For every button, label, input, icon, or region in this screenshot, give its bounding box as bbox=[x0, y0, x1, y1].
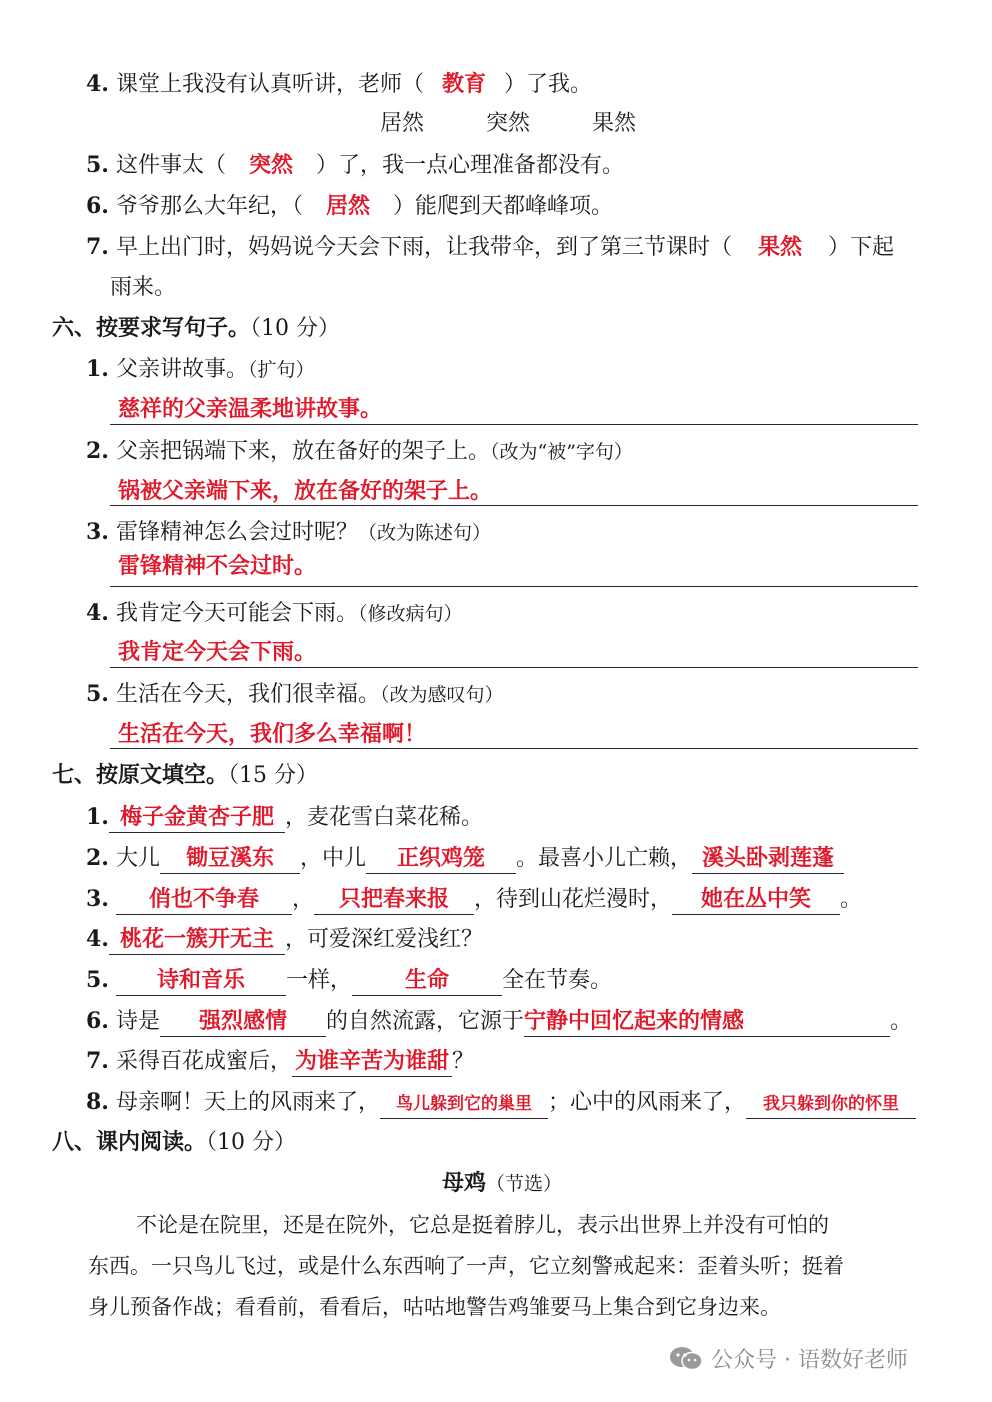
passage-line: 身儿预备作战；看看前，看看后，咕咕地警告鸡雏要马上集合到它身边来。 bbox=[88, 1295, 781, 1319]
s6-answer-4: 我肯定今天会下雨。 bbox=[118, 640, 317, 665]
passage-line: 不论是在院里，还是在院外，它总是挺着脖儿，表示出世界上并没有可怕的 bbox=[136, 1213, 829, 1237]
answer: 居然 bbox=[325, 194, 370, 219]
s7-line-3: 3. 俏也不争春 ， 只把春来报 ，待到山花烂漫时， 她在丛中笑 。 bbox=[86, 883, 862, 916]
passage-title: 母鸡（节选） bbox=[442, 1170, 563, 1196]
s7-line-2: 2. 大儿 锄豆溪东 ，中儿 正织鸡笼 。最喜小儿亡赖， 溪头卧剥莲蓬 bbox=[86, 842, 844, 875]
s6-q3: 3. 雷锋精神怎么会过时呢？（改为陈述句） bbox=[86, 519, 491, 545]
s6-answer-1: 慈祥的父亲温柔地讲故事。 bbox=[118, 397, 383, 422]
s6-q4: 4. 我肯定今天可能会下雨。（修改病句） bbox=[86, 600, 463, 626]
answer: 突然 bbox=[248, 153, 293, 178]
s6-q5: 5. 生活在今天，我们很幸福。（改为感叹句） bbox=[86, 681, 504, 707]
s7-line-4: 4. 桃花一簇开无主 ，可爱深红爱浅红？ bbox=[86, 923, 483, 956]
wechat-icon bbox=[668, 1345, 704, 1373]
s7-line-5: 5. 诗和音乐 一样， 生命 全在节奏。 bbox=[86, 964, 612, 997]
word-choices: 居然 突然 果然 bbox=[380, 111, 637, 136]
watermark: 公众号 · 语数好老师 bbox=[668, 1343, 908, 1374]
section-8-heading: 八、课内阅读。（10 分） bbox=[52, 1129, 297, 1155]
s6-q1: 1. 父亲讲故事。（扩句） bbox=[86, 356, 315, 382]
passage-line: 东西。一只鸟儿飞过，或是什么东西响了一声，它立刻警戒起来：歪着头听；挺着 bbox=[88, 1254, 844, 1278]
answer-line bbox=[110, 505, 918, 506]
s7-line-8: 8. 母亲啊！天上的风雨来了， 鸟儿躲到它的巢里 ；心中的风雨来了， 我只躲到你的怀里 bbox=[86, 1086, 916, 1119]
answer-line bbox=[110, 748, 918, 749]
section-7-heading: 七、按原文填空。（15 分） bbox=[52, 762, 319, 788]
s7-line-7: 7. 采得百花成蜜后， 为谁辛苦为谁甜 ？ bbox=[86, 1045, 474, 1078]
s6-answer-2: 锅被父亲端下来，放在备好的架子上。 bbox=[118, 479, 493, 504]
s6-answer-3: 雷锋精神不会过时。 bbox=[118, 554, 317, 579]
q5-7-cont: 雨来。 bbox=[110, 275, 177, 300]
answer: 教育 bbox=[441, 72, 486, 97]
answer-line bbox=[110, 424, 918, 425]
s6-answer-5: 生活在今天，我们多么幸福啊！ bbox=[118, 722, 427, 747]
q5-5: 5. 这件事太（ 突然 ）了，我一点心理准备都没有。 bbox=[86, 149, 624, 182]
answer: 果然 bbox=[757, 235, 802, 260]
q5-6: 6. 爷爷那么大年纪，（ 居然 ）能爬到天都峰峰项。 bbox=[86, 190, 613, 223]
answer-line bbox=[110, 586, 918, 587]
s7-line-6: 6. 诗是 强烈感情 的自然流露，它源于宁静中回忆起来的情感 。 bbox=[86, 1005, 912, 1038]
q5-7: 7. 早上出门时，妈妈说今天会下雨，让我带伞，到了第三节课时（ 果然 ）下起 bbox=[86, 231, 894, 264]
section-6-heading: 六、按要求写句子。（10 分） bbox=[52, 315, 341, 341]
s7-line-1: 1. 梅子金黄杏子肥 ，麦花雪白菜花稀。 bbox=[86, 801, 483, 834]
answer-line bbox=[110, 667, 918, 668]
q5-4: 4. 课堂上我没有认真听讲，老师（ 教育 ）了我。 bbox=[86, 68, 592, 101]
s6-q2: 2. 父亲把锅端下来，放在备好的架子上。（改为“被”字句） bbox=[86, 438, 633, 464]
